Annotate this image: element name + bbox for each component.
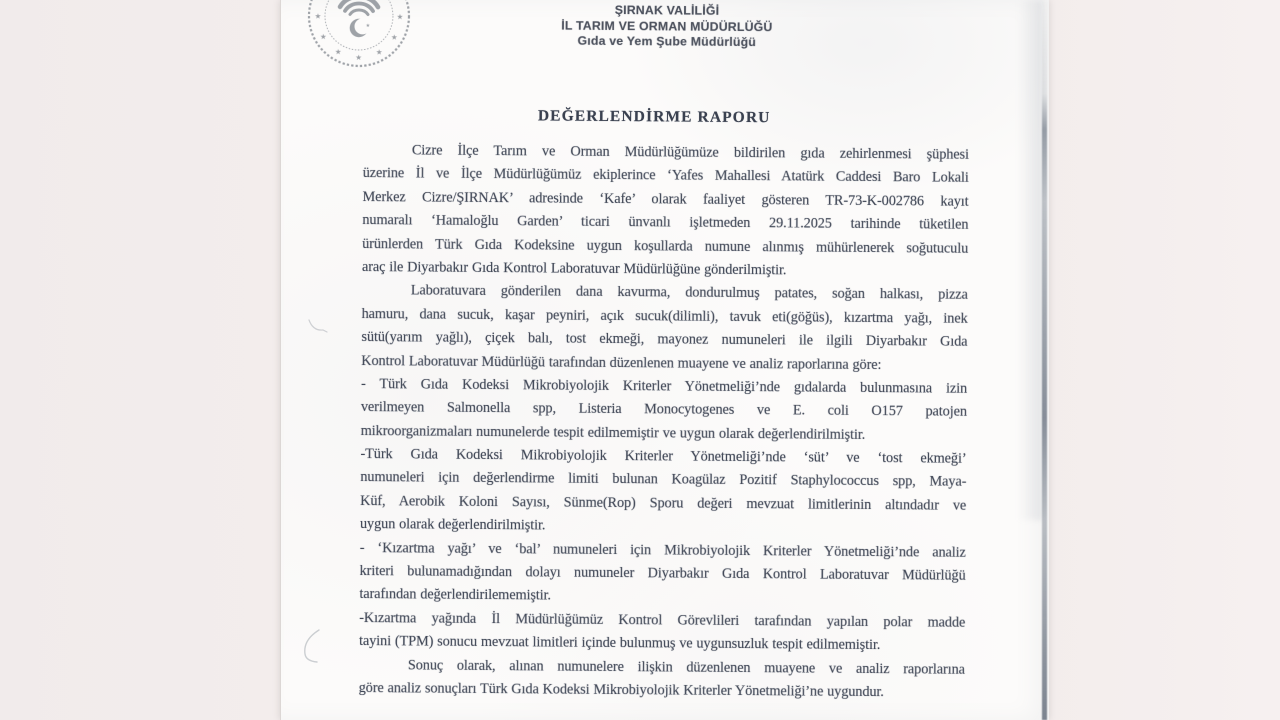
document-line: numaralı ‘Hamaloğlu Garden’ ticari ünvanlı işletmeden 29.11.2025 tarihinde tüketilen xyxy=(362,212,969,233)
document-line: tarafından değerlendirilememiştir. xyxy=(359,586,552,604)
document-line: ürünlerden Türk Gıda Kodeksine uygun koşullarda numune alınmış mühürlenerek soğutuculu xyxy=(362,235,969,257)
document-line: verilmeyen Salmonella spp, Listeria Monocytogenes ve E. coli O157 patojen xyxy=(360,399,967,421)
document-line: Laboratuvara gönderilen dana kavurma, dondurulmuş patates, soğan halkası, pizza xyxy=(410,282,968,304)
letterhead-authority: ŞIRNAK VALİLİĞİ xyxy=(614,2,720,18)
letterhead xyxy=(364,1,992,53)
svg-text:★: ★ xyxy=(396,12,404,22)
document-line: Sonuç olarak, alınan numunelere ilişkin düzenlenen muayene ve analiz raporlarına xyxy=(407,656,965,678)
document-line: üzerine İl ve İlçe Müdürlüğümüz ekiplerince ‘Yafes Mahallesi Atatürk Caddesi Baro Lokali xyxy=(362,165,969,187)
document-line: mikroorganizmaları numunelerde tespit edilmemiştir ve uygun olarak değerlendirilmiştir. xyxy=(360,422,866,443)
document-line: - Türk Gıda Kodeksi Mikrobiyolojik Kriterler Yönetmeliği’nde gıdalarda bulunmasına izin xyxy=(361,375,968,397)
svg-text:★: ★ xyxy=(390,32,398,42)
svg-text:★: ★ xyxy=(355,52,363,62)
document-line: Cizre İlçe Tarım ve Orman Müdürlüğümüze bildirilen gıda zehirlenmesi şüphesi xyxy=(411,142,969,163)
document-line: Merkez Cizre/ŞIRNAK’ adresinde ‘Kafe’ olarak faaliyet gösteren TR-73-K-002786 kayıt xyxy=(362,188,969,210)
document-line: hamuru, dana sucuk, kaşar peyniri, açık sucuk(dilimli), tavuk eti(göğüs), kızartma yağı, inek xyxy=(361,305,968,327)
document-line: kriteri bulunamadığından dolayı numuneler Diyarbakır Gıda Kontrol Laboratuvar Müdürlüğü xyxy=(359,563,966,584)
report-title: DEĞERLENDİRME RAPORU xyxy=(537,107,771,127)
document-line: Küf, Aerobik Koloni Sayısı, Sünme(Rop) Sporu değeri mevzuat limitlerinin altındadır ve xyxy=(360,492,967,514)
document-line: numuneleri için değerlendirme limiti bulunan Koagülaz Pozitif Staphylococcus spp, Maya- xyxy=(360,469,967,491)
document-content xyxy=(280,0,1049,720)
svg-text:★: ★ xyxy=(375,47,383,57)
document-line: uygun olarak değerlendirilmiştir. xyxy=(359,516,546,534)
svg-text:★: ★ xyxy=(365,23,371,30)
document-line: -Kızartma yağında İl Müdürlüğümüz Kontrol Görevlileri tarafından yapılan polar madde xyxy=(359,609,966,631)
document-line: sütü(yarım yağlı), çiçek balı, tost ekmeği, mayonez numuneleri ile ilgili Diyarbakır Gıda xyxy=(361,329,968,350)
document-body xyxy=(359,139,969,705)
document-page xyxy=(280,0,1049,720)
svg-text:★: ★ xyxy=(314,11,322,21)
svg-text:★: ★ xyxy=(319,32,327,42)
document-line: -Türk Gıda Kodeksi Mikrobiyolojik Kriterler Yönetmeliği’nde ‘süt’ ve ‘tost ekmeği’ xyxy=(360,446,967,467)
document-line: tayini (TPM) sonucu mevzuat limitleri içinde bulunmuş ve uygunsuzluk tespit edilmemiştir. xyxy=(359,633,881,654)
document-line: Kontrol Laboratuvar Müdürlüğü tarafından düzenlenen muayene ve analiz raporlarına göre: xyxy=(361,352,882,373)
svg-text:★: ★ xyxy=(334,47,342,57)
letterhead-branch: Gıda ve Yem Şube Müdürlüğü xyxy=(577,33,757,50)
document-line: - ‘Kızartma yağı’ ve ‘bal’ numuneleri için Mikrobiyolojik Kriterler Yönetmeliği’nde analiz xyxy=(359,539,966,561)
document-line: araç ile Diyarbakır Gıda Kontrol Laboratuvar Müdürlüğüne gönderilmiştir. xyxy=(361,258,787,279)
letterhead-directorate: İL TARIM VE ORMAN MÜDÜRLÜĞÜ xyxy=(561,18,773,34)
document-line: göre analiz sonuçları Türk Gıda Kodeksi Mikrobiyolojik Kriterler Yönetmeliği’ne uygundur. xyxy=(358,679,884,701)
